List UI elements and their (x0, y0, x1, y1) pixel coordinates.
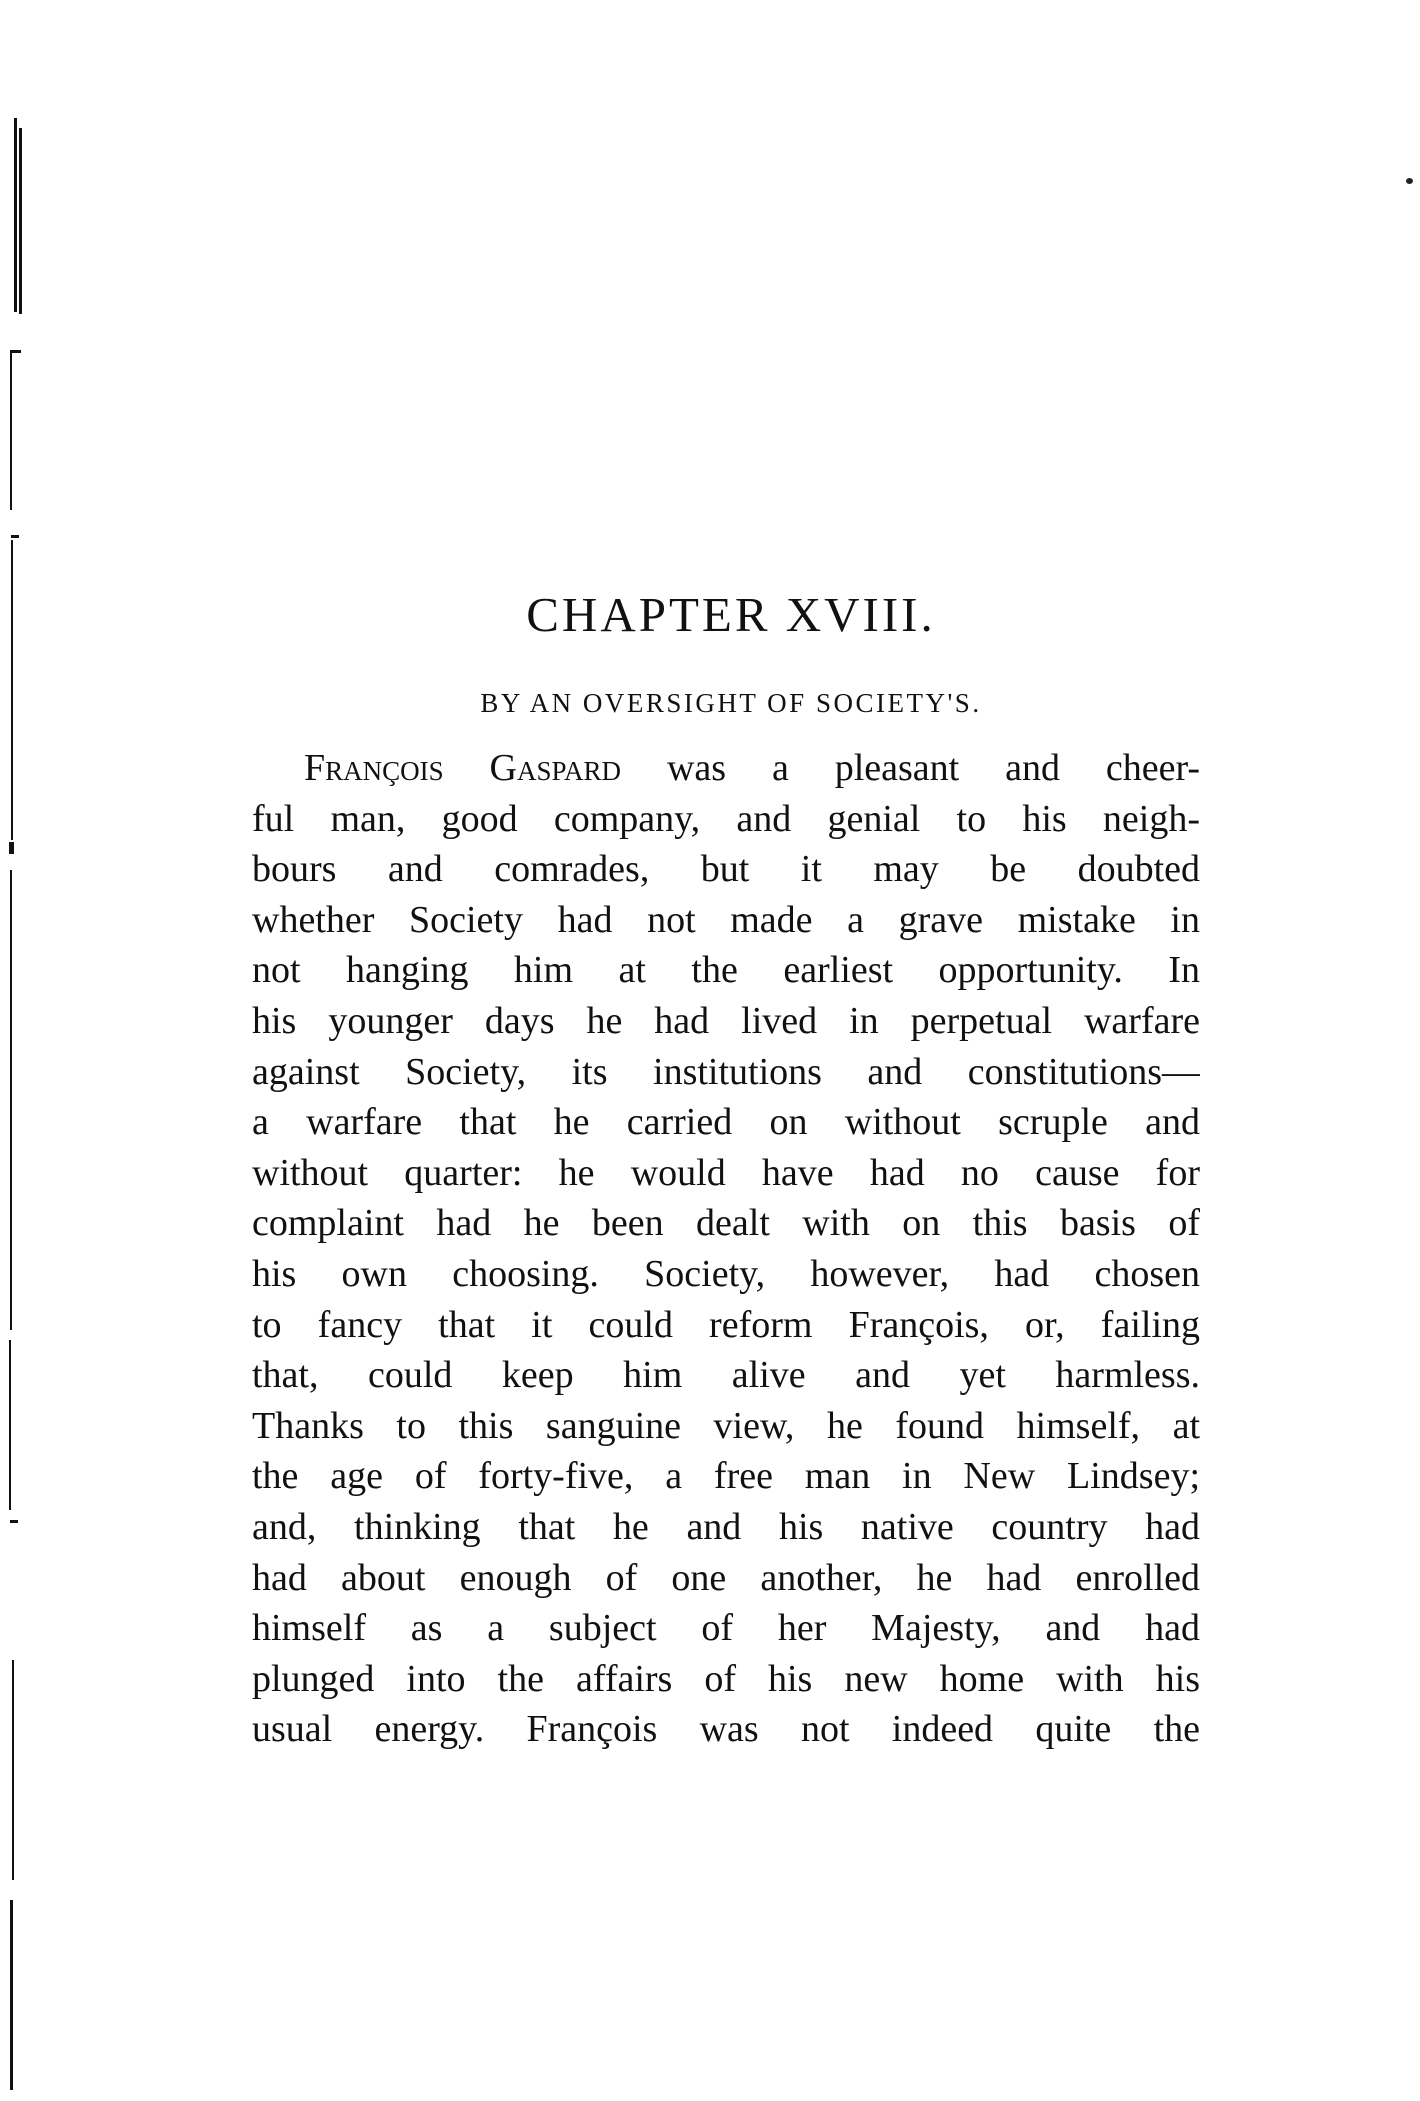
binding-mark (11, 540, 13, 840)
text-line: that, could keep him alive and yet harmless. (252, 1354, 1200, 1397)
character-name: François Gaspard (304, 747, 622, 789)
binding-mark (10, 870, 12, 1330)
text-line: ful man, good company, and genial to his neigh- (252, 797, 1200, 840)
text-line: bours and comrades, but it may be doubted (252, 848, 1200, 891)
binding-mark (14, 118, 17, 312)
text-line: himself as a subject of her Majesty, and had (252, 1607, 1200, 1650)
text-line: without quarter: he would have had no cause for (252, 1151, 1200, 1194)
text-line: the age of forty-five, a free man in New Lindsey; (252, 1455, 1200, 1498)
binding-mark (9, 842, 14, 854)
text-line: and, thinking that he and his native country had (252, 1505, 1200, 1548)
text-line: against Society, its institutions and constitutions— (252, 1050, 1200, 1093)
text-line: not hanging him at the earliest opportunity. In (252, 949, 1200, 992)
text-line: to fancy that it could reform François, or, failing (252, 1303, 1200, 1346)
text-line: complaint had he been dealt with on this basis of (252, 1202, 1200, 1245)
text-line: Thanks to this sanguine view, he found himself, at (252, 1404, 1200, 1447)
chapter-title: CHAPTER XVIII. (526, 587, 936, 642)
chapter-subtitle: BY AN OVERSIGHT OF SOCIETY'S. (480, 688, 982, 718)
binding-mark (11, 535, 19, 538)
text-line: whether Society had not made a grave mistake in (252, 898, 1200, 941)
binding-mark (10, 1520, 18, 1523)
binding-mark (10, 350, 12, 510)
text-line: his younger days he had lived in perpetual warfare (252, 999, 1200, 1042)
binding-mark (9, 1340, 11, 1510)
text-line: his own choosing. Society, however, had chosen (252, 1252, 1200, 1295)
text-line: usual energy. François was not indeed quite the (252, 1708, 1200, 1751)
binding-mark (19, 128, 22, 314)
text-line: had about enough of one another, he had enrolled (252, 1556, 1200, 1599)
binding-edge (0, 0, 40, 2101)
binding-mark (10, 1900, 13, 2090)
text-line (252, 743, 1200, 794)
chapter-text (252, 585, 1200, 1755)
text-fragment: was a pleasant and cheer- (621, 747, 1200, 789)
text-line: plunged into the affairs of his new home with his (252, 1657, 1200, 1700)
text-line: a warfare that he carried on without scruple and (252, 1101, 1200, 1144)
binding-mark (12, 1660, 14, 1880)
page-speck (1406, 178, 1413, 184)
binding-mark (11, 350, 21, 353)
